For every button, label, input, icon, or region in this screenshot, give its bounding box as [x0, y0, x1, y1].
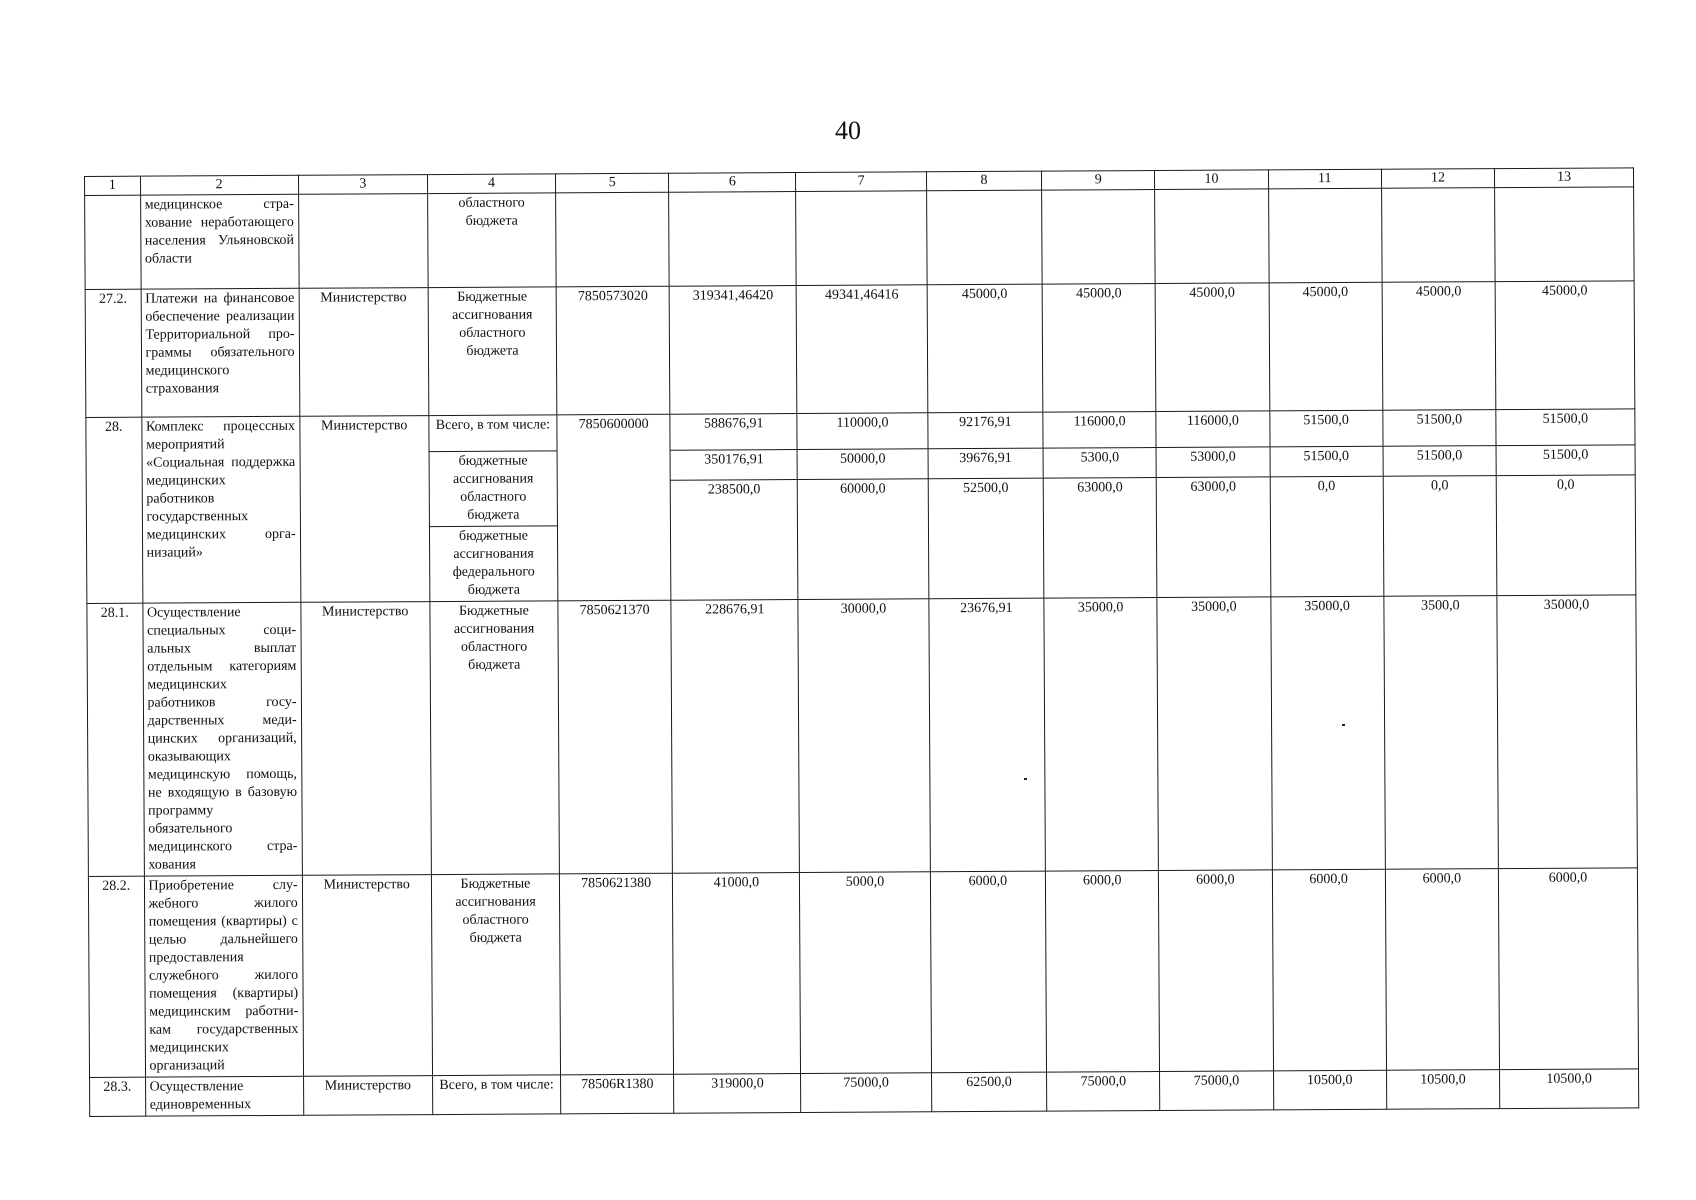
budget-code: 7850621380: [559, 873, 673, 1075]
page-number: 40: [835, 116, 861, 145]
table-row: [88, 868, 1638, 1078]
col-header: 12: [1381, 169, 1494, 189]
executor: Министерство: [301, 602, 432, 876]
col-header: 1: [85, 176, 141, 195]
value-cell: 6000,0: [930, 871, 1046, 1073]
value-cell: 75000,0: [801, 1073, 932, 1113]
table-row: [85, 281, 1635, 418]
scan-speck: [1024, 778, 1027, 780]
value-cell: 110000,0: [797, 413, 928, 450]
value-cell: 5300,0: [1043, 448, 1156, 479]
budget-code: 7850621370: [558, 600, 673, 874]
value-cell: 62500,0: [931, 1072, 1047, 1112]
value-cell: 0,0: [1496, 475, 1636, 596]
value-cell: 3500,0: [1384, 596, 1499, 870]
value-cell: 45000,0: [927, 284, 1043, 413]
value-cell: 53000,0: [1156, 447, 1269, 478]
col-header: 2: [140, 175, 298, 195]
row-index: 27.2.: [85, 289, 141, 417]
value-cell: 51500,0: [1383, 410, 1496, 447]
col-header: 3: [298, 175, 427, 195]
col-header: 11: [1268, 169, 1381, 189]
table-row: [90, 1069, 1639, 1117]
funding-source: Бюджетные ассигнования областного бюджета: [428, 287, 557, 416]
value-cell: 588676,91: [670, 414, 797, 451]
value-cell: 6000,0: [1385, 869, 1499, 1071]
value-cell: 23676,91: [929, 598, 1046, 872]
value-cell: 6000,0: [1046, 871, 1160, 1073]
value-cell: 35000,0: [1157, 597, 1272, 871]
value-cell: 6000,0: [1272, 869, 1386, 1071]
value-cell: 35000,0: [1270, 596, 1385, 870]
value-cell: 5000,0: [800, 872, 931, 1074]
program-name: Платежи на финансовое обеспечение реализации Территориальной программы обязательного медицинского страхования: [141, 288, 300, 417]
value-cell: 6000,0: [1159, 870, 1273, 1072]
value-cell: 0,0: [1383, 476, 1497, 597]
value-cell: 39676,91: [928, 448, 1044, 479]
executor: Министерство: [302, 875, 432, 1077]
row-index: 28.3.: [90, 1077, 146, 1116]
value-cell: 63000,0: [1157, 477, 1271, 598]
program-name: Осуществление специальных социальных выплат отдельным категориям медицинских работников государственных медицинских организаций, оказывающих медицинскую помощь, не входящую в базовую программу обязательного медицинского страхования: [142, 602, 302, 876]
program-name: Осуществление единовременных: [145, 1076, 303, 1116]
program-name: Приобретение служебного жилого помещения (квартиры) с целью дальнейшего предоставления служебного жилого помещения (квартиры) медицинским работникам государственных медицинских организаций: [144, 875, 303, 1077]
funding-source: Бюджетные ассигнования областного бюджета: [431, 874, 560, 1076]
funding-source: областного бюджета: [427, 193, 556, 288]
value-cell: 51500,0: [1270, 446, 1383, 477]
col-header: 5: [556, 173, 669, 193]
col-header: 10: [1155, 170, 1268, 190]
value-cell: 35000,0: [1044, 598, 1159, 872]
value-cell: 0,0: [1270, 476, 1384, 597]
value-cell: 51500,0: [1383, 446, 1496, 477]
table-row: [87, 595, 1638, 877]
value-cell: 35000,0: [1497, 595, 1637, 869]
executor: Министерство: [303, 1076, 432, 1116]
value-cell: 45000,0: [1042, 284, 1156, 413]
value-cell: 116000,0: [1043, 412, 1156, 449]
value-cell: 350176,91: [670, 450, 797, 481]
funding-source-federal: бюджетные ассигнования федерального бюджета: [429, 526, 558, 602]
table-row: [85, 187, 1635, 290]
value-cell: 6000,0: [1498, 868, 1638, 1070]
funding-source: Всего, в том числе:: [432, 1075, 560, 1115]
row-index: 28.: [86, 417, 143, 603]
value-cell: 10500,0: [1500, 1069, 1639, 1109]
col-header: 6: [669, 173, 796, 193]
budget-code: 78506R1380: [561, 1074, 674, 1114]
funding-source-total: Всего, в том числе:: [429, 415, 557, 452]
value-cell: 45000,0: [1155, 283, 1269, 412]
funding-source-regional: бюджетные ассигнования областного бюджета: [429, 451, 558, 527]
value-cell: 51500,0: [1269, 410, 1382, 447]
scan-speck: [1342, 724, 1345, 726]
row-index: 28.2.: [88, 876, 145, 1077]
value-cell: 30000,0: [798, 599, 930, 873]
value-cell: 10500,0: [1386, 1070, 1499, 1110]
value-cell: 41000,0: [673, 873, 801, 1075]
program-name: Комплекс процессных мероприятий «Социальная поддержка медицинских работников государственных медицинских организаций»: [141, 416, 300, 603]
value-cell: 49341,46416: [797, 285, 928, 414]
funding-source: Бюджетные ассигнования областного бюджета: [430, 601, 560, 875]
value-cell: 50000,0: [797, 449, 927, 480]
value-cell: 45000,0: [1382, 282, 1496, 411]
budget-table: [84, 167, 1639, 1117]
budget-code: 7850573020: [556, 286, 670, 415]
value-cell: 92176,91: [928, 412, 1044, 449]
value-cell: 45000,0: [1269, 282, 1383, 411]
col-header: 7: [796, 172, 926, 192]
budget-code: 7850600000: [557, 414, 671, 601]
value-cell: 75000,0: [1160, 1071, 1273, 1111]
col-header: 4: [427, 174, 555, 194]
value-cell: 10500,0: [1273, 1070, 1386, 1110]
value-cell: 75000,0: [1047, 1072, 1160, 1112]
value-cell: 116000,0: [1156, 411, 1269, 448]
row-index: 28.1.: [87, 603, 144, 876]
value-cell: 63000,0: [1043, 478, 1157, 599]
value-cell: 45000,0: [1495, 281, 1635, 410]
value-cell: 238500,0: [671, 480, 799, 601]
value-cell: 60000,0: [798, 479, 929, 600]
executor: Министерство: [299, 288, 429, 417]
value-cell: 319341,46420: [669, 286, 797, 415]
value-cell: 228676,91: [671, 600, 800, 874]
executor: Министерство: [299, 416, 429, 603]
value-cell: 51500,0: [1496, 445, 1635, 476]
value-cell: 51500,0: [1496, 409, 1635, 446]
program-name: медицинское страхование неработающего населения Ульяновской области: [140, 194, 299, 289]
col-header: 9: [1042, 171, 1155, 191]
col-header: 8: [926, 171, 1041, 191]
value-cell: 319000,0: [674, 1074, 801, 1114]
col-header: 13: [1495, 168, 1634, 188]
value-cell: 52500,0: [928, 478, 1044, 599]
